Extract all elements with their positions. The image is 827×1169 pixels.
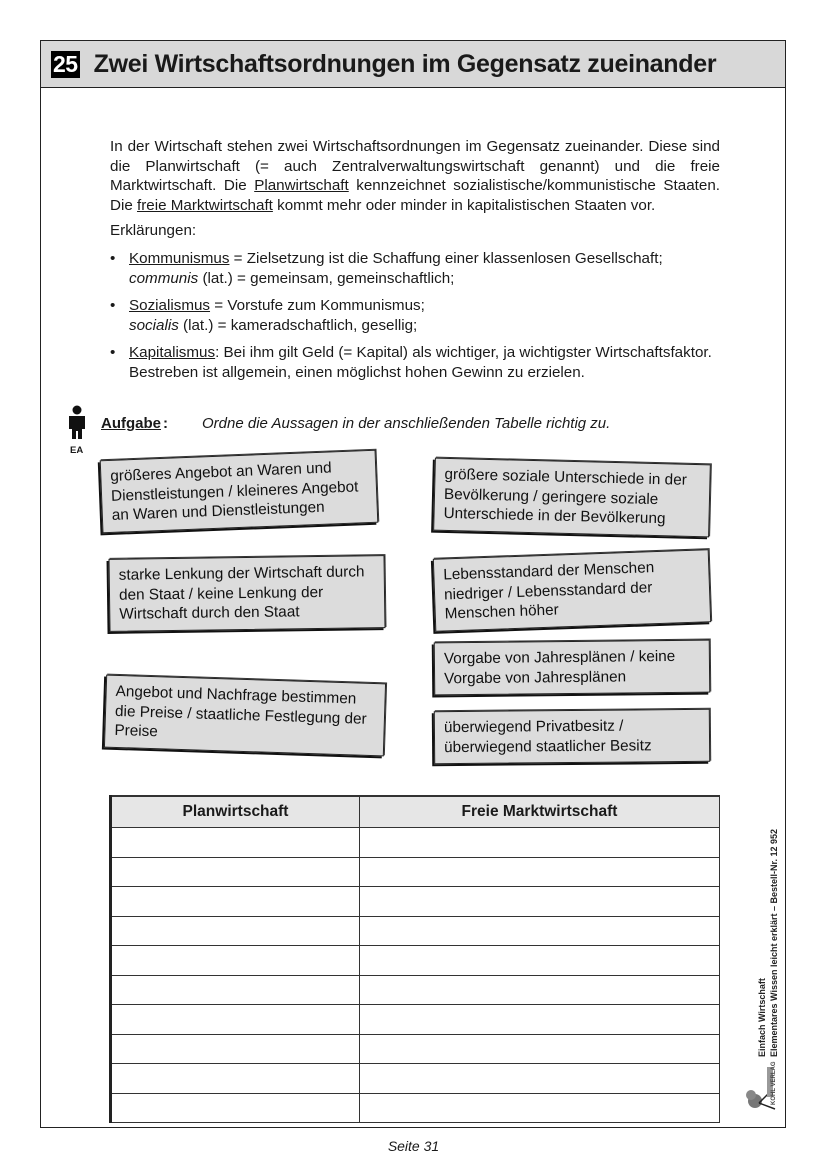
page-number: Seite 31 bbox=[387, 1138, 440, 1154]
statement-card[interactable]: Angebot und Nachfrage bestimmen die Preise / staatliche Festlegung der Preise bbox=[104, 675, 386, 756]
explanation-term: Kapitalismus bbox=[129, 344, 216, 361]
table-row bbox=[111, 975, 720, 1005]
statement-card[interactable]: überwiegend Privatbesitz / überwiegend staatlicher Besitz bbox=[434, 709, 710, 764]
column-header-marktwirtschaft: Freie Marktwirtschaft bbox=[360, 796, 720, 828]
table-cell[interactable] bbox=[360, 975, 720, 1005]
table-cell[interactable] bbox=[360, 1005, 720, 1035]
explanation-item bbox=[110, 343, 720, 382]
table-row bbox=[111, 828, 720, 858]
table-cell[interactable] bbox=[360, 828, 720, 858]
latin-def: (lat.) = kameradschaftlich, gesellig; bbox=[178, 316, 418, 334]
explanations-list bbox=[110, 249, 720, 390]
table-row bbox=[111, 1034, 720, 1064]
table-cell[interactable] bbox=[111, 1093, 360, 1123]
chapter-number: 25 bbox=[53, 50, 78, 77]
table-cell[interactable] bbox=[360, 1034, 720, 1064]
table-cell[interactable] bbox=[360, 1093, 720, 1123]
ea-badge: EA bbox=[70, 445, 84, 456]
task-label: Aufgabe bbox=[101, 415, 161, 432]
term-freie-marktwirtschaft: freie Marktwirtschaft bbox=[137, 196, 273, 214]
intro-text-part: kommt mehr oder minder in kapitalistischen Staaten vor. bbox=[272, 196, 656, 214]
explanation-term: Sozialismus bbox=[129, 297, 211, 314]
table-cell[interactable] bbox=[111, 857, 360, 887]
statement-card[interactable]: Vorgabe von Jahresplänen / keine Vorgabe von Jahresplänen bbox=[434, 640, 711, 696]
table-cell[interactable] bbox=[360, 946, 720, 976]
assignment-table bbox=[109, 795, 720, 1123]
explanation-def: = Vorstufe zum Kommunismus; bbox=[210, 297, 425, 314]
publisher-name: KOHL VERLAG bbox=[771, 1061, 777, 1105]
table-row bbox=[111, 1093, 720, 1123]
series-subtitle: Elementares Wissen leicht erklärt – Bestell-Nr. 12 952 bbox=[769, 828, 779, 1057]
table-cell[interactable] bbox=[360, 857, 720, 887]
table-cell[interactable] bbox=[111, 1064, 360, 1094]
explanation-term: Kommunismus bbox=[129, 250, 230, 267]
column-header-planwirtschaft: Planwirtschaft bbox=[111, 796, 360, 828]
explanations-label: Erklärungen: bbox=[110, 222, 197, 239]
table-cell[interactable] bbox=[111, 916, 360, 946]
statement-card[interactable]: größere soziale Unterschiede in der Bevölkerung / geringere soziale Unterschiede in der Bevölkerung bbox=[433, 458, 711, 537]
table-row bbox=[111, 887, 720, 917]
table-cell[interactable] bbox=[360, 916, 720, 946]
table-cell[interactable] bbox=[111, 1005, 360, 1035]
term-planwirtschaft: Planwirtschaft bbox=[254, 177, 349, 194]
table-row bbox=[111, 916, 720, 946]
table-row bbox=[111, 857, 720, 887]
explanation-def: = Zielsetzung ist die Schaffung einer klassenlosen Gesellschaft; bbox=[229, 250, 663, 267]
page-title: Zwei Wirtschaftsordnungen im Gegensatz zueinander bbox=[93, 49, 717, 78]
publisher-sidebar bbox=[751, 753, 791, 1123]
table-row bbox=[111, 1064, 720, 1094]
explanation-def: : Bei ihm gilt Geld (= Kapital) als wichtiger, ja wichtigster Wirtschaftsfaktor. Bestreben ist allgemein, einen möglichst hohen Gewinn zu erzielen. bbox=[129, 344, 712, 381]
task-instruction: Ordne die Aussagen in der anschließenden Tabelle richtig zu. bbox=[202, 415, 611, 432]
person-icon bbox=[67, 405, 87, 439]
intro-text-part: In der Wirtschaft stehen zwei Wirtschaftsordnungen im Gegensatz zueinander. Diese sind die Planwirtschaft (= auch Zentralverwaltungswirtschaft genannt) und die freie Marktwirtschaft. Die bbox=[110, 138, 720, 194]
explanation-item bbox=[110, 296, 720, 335]
task-colon: : bbox=[163, 415, 168, 432]
task-section bbox=[67, 405, 707, 465]
table-cell[interactable] bbox=[360, 1064, 720, 1094]
latin-word: communis bbox=[129, 269, 199, 287]
latin-word: socialis bbox=[129, 316, 179, 334]
table-cell[interactable] bbox=[111, 828, 360, 858]
table-row bbox=[111, 946, 720, 976]
statement-card[interactable]: starke Lenkung der Wirtschaft durch den Staat / keine Lenkung der Wirtschaft durch den Staat bbox=[109, 555, 386, 631]
page-frame bbox=[40, 40, 786, 1128]
explanation-item bbox=[110, 249, 720, 288]
table-cell[interactable] bbox=[111, 887, 360, 917]
table-cell[interactable] bbox=[111, 1034, 360, 1064]
table-cell[interactable] bbox=[111, 975, 360, 1005]
intro-text-part: kennzeichnet sozialistische/kommunistische Staaten. Die bbox=[110, 177, 720, 214]
intro-text bbox=[110, 137, 720, 241]
chapter-header bbox=[41, 41, 785, 88]
latin-def: (lat.) = gemeinsam, gemeinschaftlich; bbox=[198, 269, 455, 287]
statement-card[interactable]: größeres Angebot an Waren und Dienstleistungen / kleineres Angebot an Waren und Dienstleistungen bbox=[100, 450, 379, 533]
table-cell[interactable] bbox=[111, 946, 360, 976]
table-row bbox=[111, 1005, 720, 1035]
table-cell[interactable] bbox=[360, 887, 720, 917]
series-title: Einfach Wirtschaft bbox=[757, 978, 767, 1057]
statement-card[interactable]: Lebensstandard der Menschen niedriger / Lebensstandard der Menschen höher bbox=[433, 549, 711, 631]
